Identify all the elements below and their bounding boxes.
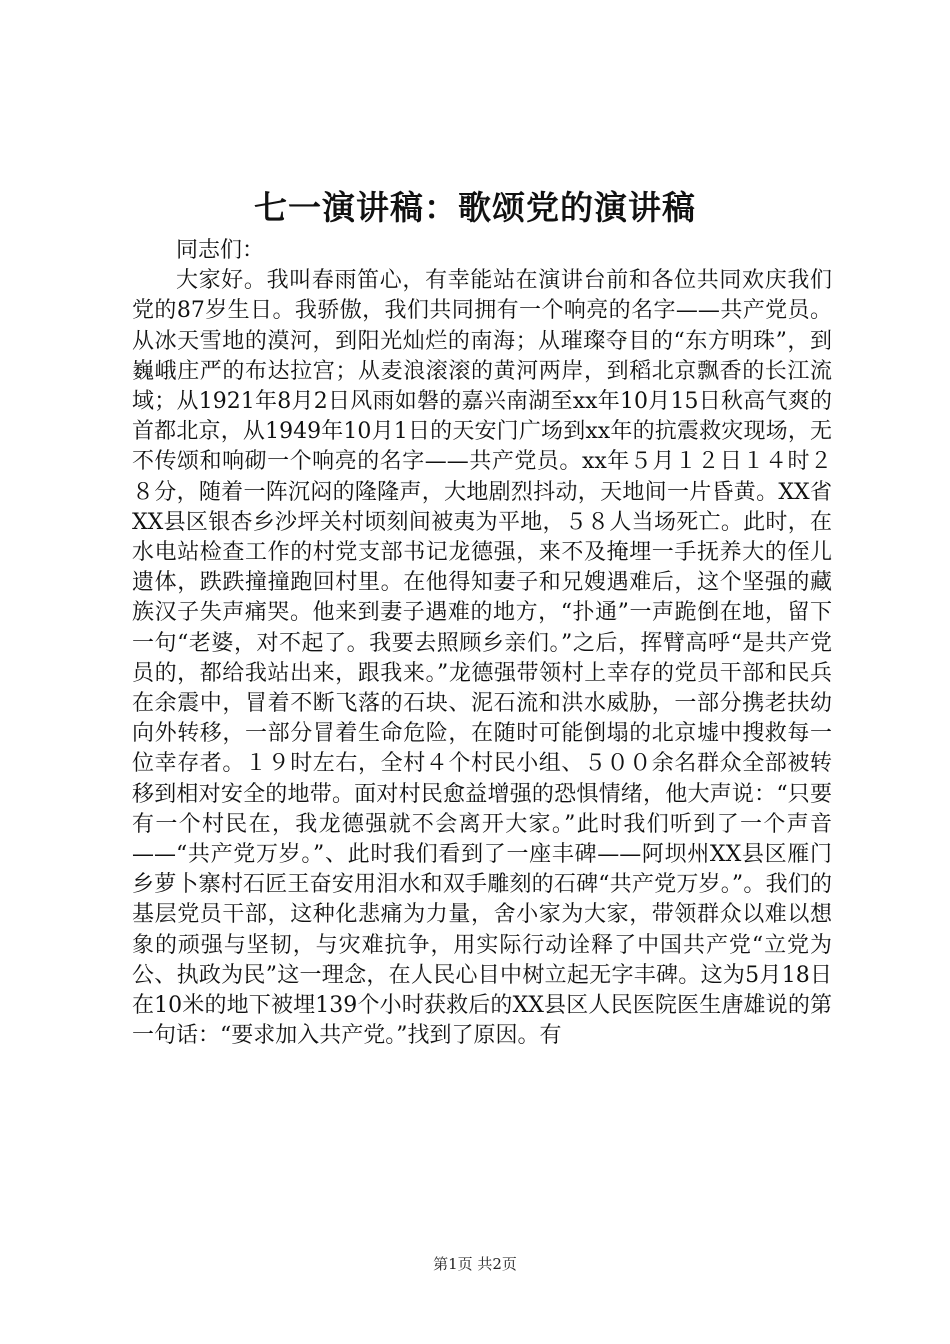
document-title: 七一演讲稿：歌颂党的演讲稿 <box>254 188 696 227</box>
body-paragraph: 大家好。我叫春雨笛心，有幸能站在演讲台前和各位共同欢庆我们党的87岁生日。我骄傲，我们共同拥有一个响亮的名字——共产党员。从冰天雪地的漠河，到阳光灿烂的南海；从璀璨夺目的“东方明珠”，到巍峨庄严的布达拉宫；从麦浪滚滚的黄河两岸，到稻北京飘香的长江流域；从1921年8月2日风雨如磐的嘉兴南湖至xx年10月15日秋高气爽的首都北京，从1949年10月1日的天安门广场到xx年的抗震救灾现场，无不传颂和响砌一个响亮的名字——共产党员。xx年５月１２日１４时２８分，随着一阵沉闷的隆隆声，大地剧烈抖动，天地间一片昏黄。XX省XX县区银杏乡沙坪关村顷刻间被夷为平地，５８人当场死亡。此时，在水电站检查工作的村党支部书记龙德强，来不及掩埋一手抚养大的侄儿遗体，跌跌撞撞跑回村里。在他得知妻子和兄嫂遇难后，这个坚强的藏族汉子失声痛哭。他来到妻子遇难的地方，“扑通”一声跪倒在地，留下一句“老婆，对不起了。我要去照顾乡亲们。”之后，挥臂高呼“是共产党员的，都给我站出来，跟我来。”龙德强带领村上幸存的党员干部和民兵在余震中，冒着不断飞落的石块、泥石流和洪水威胁，一部分携老扶幼向外转移，一部分冒着生命危险，在随时可能倒塌的北京墟中搜救每一位幸存者。１９时左右，全村４个村民小组、５００余名群众全部被转移到相对安全的地带。面对村民愈益增强的恐惧情绪，他大声说：“只要有一个村民在，我龙德强就不会离开大家。”此时我们听到了一个声音——“共产党万岁。”、此时我们看到了一座丰碑——阿坝州XX县区雁门乡萝卜寨村石匠王奋安用泪水和双手雕刻的石碑“共产党万岁。”。我们的基层党员干部，这种化悲痛为力量，舍小家为大家，带领群众以难以想象的顽强与坚韧，与灾难抗争，用实际行动诠释了中国共产党“立党为公、执政为民”这一理念，在人民心目中树立起无字丰碑。这为5月18日在10米的地下被埋139个小时获救后的XX县区人民医院医生唐雄说的第一句话：“要求加入共产党。”找到了原因。有 <box>132 268 832 1049</box>
document-body <box>132 236 832 1051</box>
greeting-line: 同志们： <box>176 238 265 263</box>
page-footer: 第1页 共2页 <box>433 1255 517 1273</box>
